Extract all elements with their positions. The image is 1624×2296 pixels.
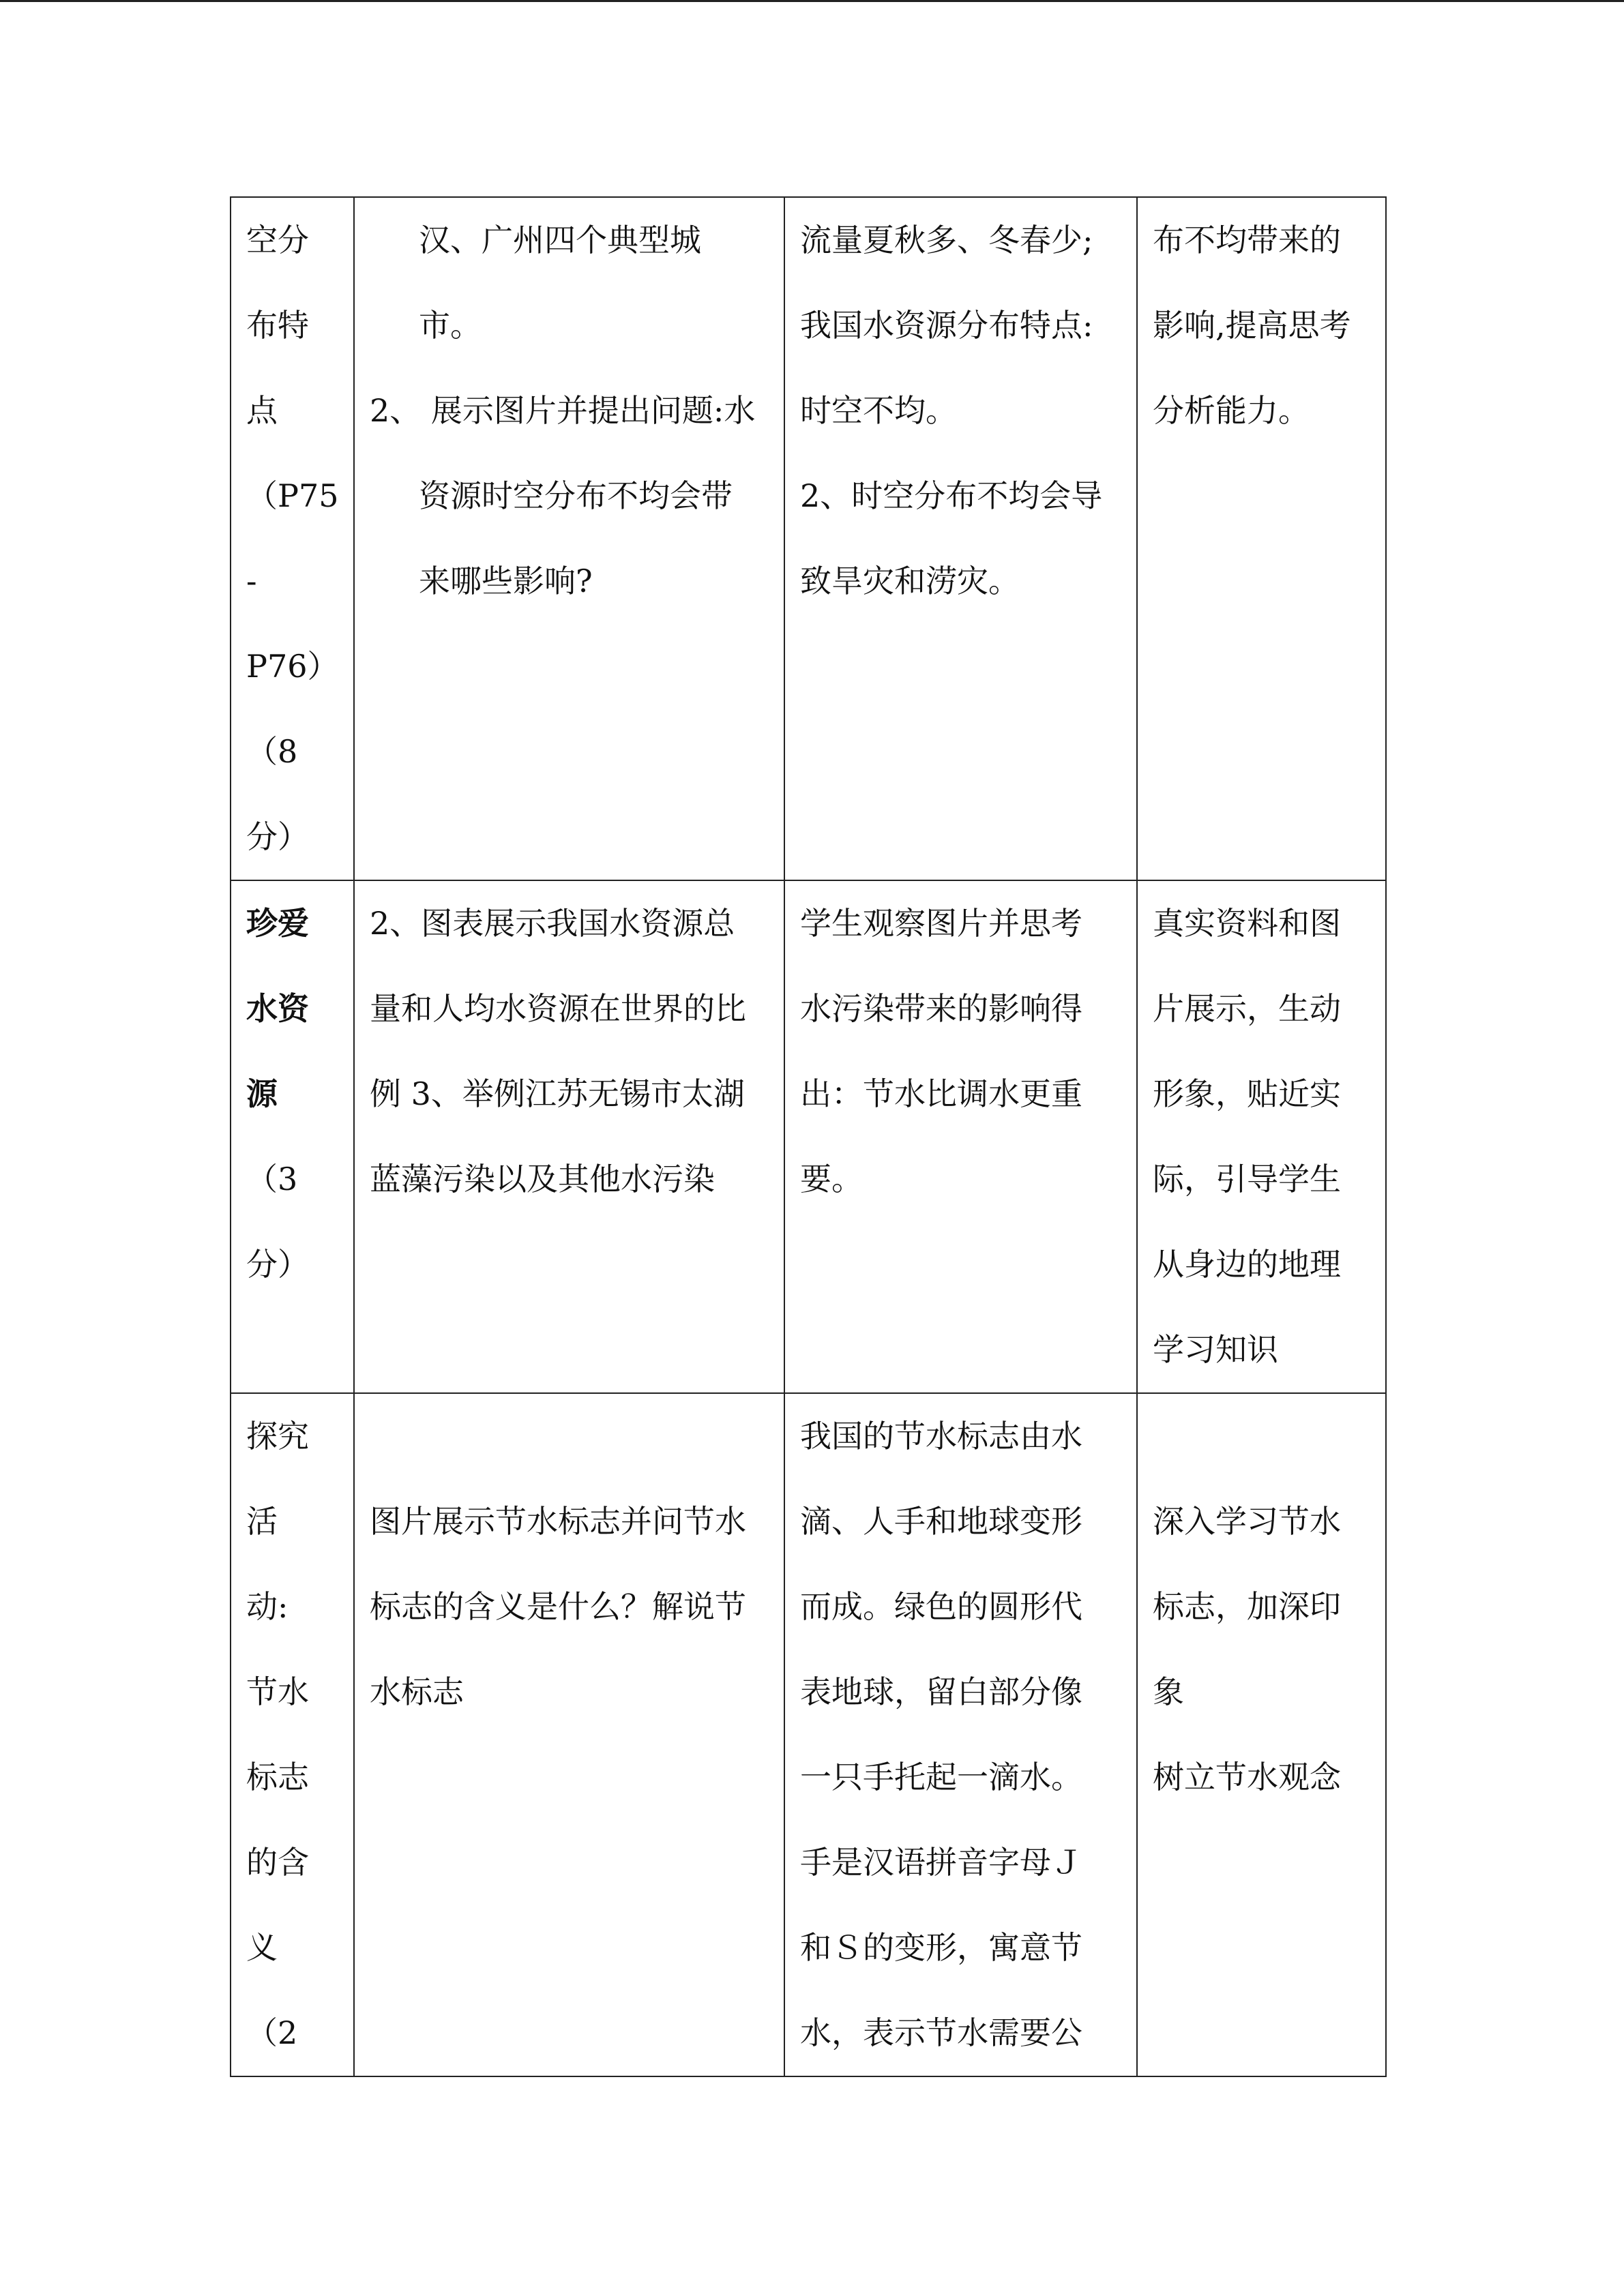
stage-cell bbox=[231, 197, 354, 880]
teacher-activity-cell bbox=[354, 1393, 784, 2076]
stage-line: 探究 bbox=[246, 1418, 309, 1455]
stage-line: 源 bbox=[246, 1075, 278, 1112]
stage-cell bbox=[231, 880, 354, 1393]
stage-line: - bbox=[246, 563, 257, 599]
student-line: 致旱灾和涝灾。 bbox=[800, 563, 1020, 599]
stage-line: 分） bbox=[246, 818, 309, 855]
student-line: 而成。绿色的圆形代 bbox=[800, 1588, 1082, 1625]
stage-line: 分） bbox=[246, 1246, 309, 1283]
student-line: 2、时空分布不均会导 bbox=[800, 477, 1103, 514]
intent-line: 树立节水观念 bbox=[1153, 1759, 1341, 1795]
teacher-line: 2、 展示图片并提出问题:水 bbox=[370, 392, 756, 429]
intent-line: 标志，加深印 bbox=[1153, 1588, 1341, 1625]
teacher-line: 蓝藻污染以及其他水污染 bbox=[370, 1161, 715, 1197]
teacher-line: 汉、广州四个典型城 bbox=[419, 222, 701, 258]
stage-line: 的含 bbox=[246, 1844, 309, 1881]
design-intent-cell bbox=[1137, 880, 1386, 1393]
student-line: 和Ｓ的变形，寓意节 bbox=[800, 1929, 1082, 1966]
student-activity-cell bbox=[784, 197, 1137, 880]
teacher-line: 图片展示节水标志并问节水 bbox=[370, 1503, 746, 1540]
intent-line: 分析能力。 bbox=[1153, 392, 1310, 429]
stage-line: 义 bbox=[246, 1929, 278, 1966]
stage-line: （2 bbox=[246, 2014, 298, 2051]
student-line: 滴、人手和地球变形 bbox=[800, 1503, 1082, 1540]
teacher-line: 来哪些影响? bbox=[419, 563, 593, 599]
table-row bbox=[231, 880, 1386, 1393]
stage-line: 珍爱 bbox=[246, 905, 309, 942]
stage-line: 动: bbox=[246, 1588, 289, 1625]
stage-line: P76） bbox=[246, 648, 339, 685]
intent-line: 从身边的地理 bbox=[1153, 1246, 1341, 1283]
student-line: 水，表示节水需要公 bbox=[800, 2014, 1082, 2051]
intent-line: 布不均带来的 bbox=[1153, 222, 1341, 258]
intent-line: 形象，贴近实 bbox=[1153, 1075, 1341, 1112]
student-line: 手是汉语拼音字母Ｊ bbox=[800, 1844, 1082, 1881]
student-line: 学生观察图片并思考 bbox=[800, 905, 1082, 942]
teacher-line: 水标志 bbox=[370, 1673, 464, 1710]
student-line: 我国水资源分布特点: bbox=[800, 307, 1093, 344]
intent-line: 真实资料和图 bbox=[1153, 905, 1341, 942]
student-line: 一只手托起一滴水。 bbox=[800, 1759, 1082, 1795]
student-line: 水污染带来的影响得 bbox=[800, 990, 1082, 1027]
stage-line: 空分 bbox=[246, 222, 309, 258]
stage-line: （8 bbox=[246, 733, 298, 770]
intent-line: 片展示，生动 bbox=[1153, 990, 1341, 1027]
lesson-plan-table bbox=[230, 196, 1387, 2077]
intent-line: 深入学习节水 bbox=[1153, 1503, 1341, 1540]
student-line: 表地球，留白部分像 bbox=[800, 1673, 1082, 1710]
student-line: 流量夏秋多、冬春少; bbox=[800, 222, 1093, 258]
table-row bbox=[231, 1393, 1386, 2076]
stage-line: 点 bbox=[246, 392, 278, 429]
intent-line: 际，引导学生 bbox=[1153, 1161, 1341, 1197]
stage-cell bbox=[231, 1393, 354, 2076]
student-activity-cell bbox=[784, 880, 1137, 1393]
stage-line: 布特 bbox=[246, 307, 309, 344]
intent-line: 学习知识 bbox=[1153, 1331, 1278, 1368]
teacher-line: 标志的含义是什么？解说节 bbox=[370, 1588, 746, 1625]
table-row bbox=[231, 197, 1386, 880]
teacher-line: 例 3、举例江苏无锡市太湖 bbox=[370, 1075, 745, 1112]
teacher-activity-cell bbox=[354, 197, 784, 880]
teacher-line: 2、图表展示我国水资源总 bbox=[370, 905, 735, 942]
stage-line: 标志 bbox=[246, 1759, 309, 1795]
stage-line: 节水 bbox=[246, 1673, 309, 1710]
page-top-border bbox=[0, 0, 1624, 2]
teacher-line: 量和人均水资源在世界的比 bbox=[370, 990, 746, 1027]
design-intent-cell bbox=[1137, 1393, 1386, 2076]
student-line: 出：节水比调水更重 bbox=[800, 1075, 1082, 1112]
teacher-line: 市。 bbox=[419, 307, 482, 344]
teacher-activity-cell bbox=[354, 880, 784, 1393]
student-line: 时空不均。 bbox=[800, 392, 957, 429]
student-activity-cell bbox=[784, 1393, 1137, 2076]
intent-line: 象 bbox=[1153, 1673, 1184, 1710]
teacher-line: 资源时空分布不均会带 bbox=[419, 477, 733, 514]
design-intent-cell bbox=[1137, 197, 1386, 880]
intent-line: 影响,提高思考 bbox=[1153, 307, 1351, 344]
stage-line: 水资 bbox=[246, 990, 309, 1027]
stage-line: （3 bbox=[246, 1161, 298, 1197]
stage-line: （P75 bbox=[246, 477, 339, 514]
student-line: 要。 bbox=[800, 1161, 863, 1197]
student-line: 我国的节水标志由水 bbox=[800, 1418, 1082, 1455]
stage-line: 活 bbox=[246, 1503, 278, 1540]
